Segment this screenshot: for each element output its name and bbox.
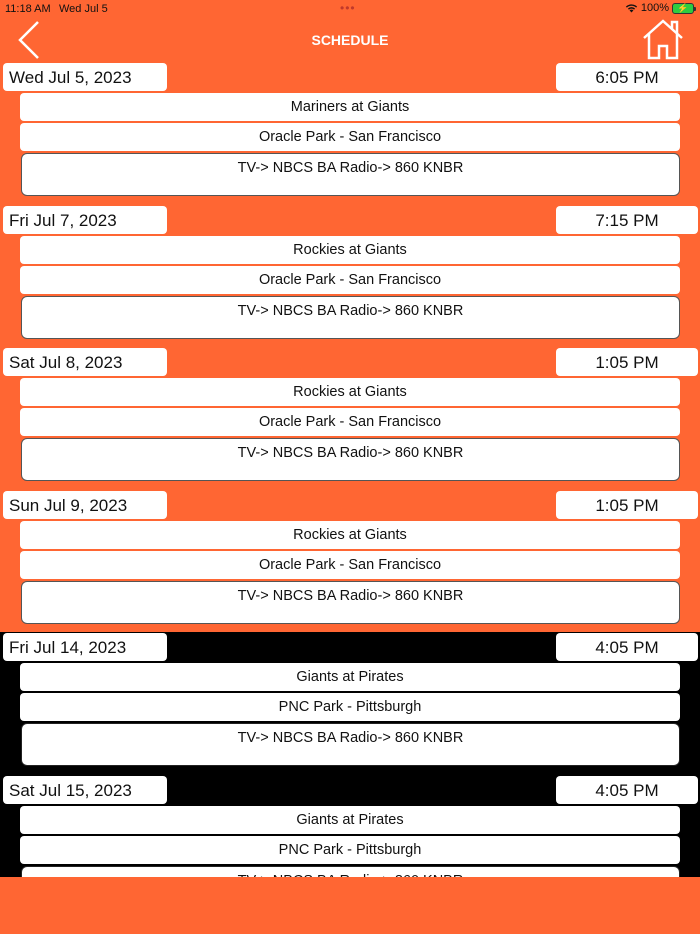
status-indicators (625, 2, 694, 14)
nav-bar (0, 18, 700, 62)
battery-percent: 100% (640, 2, 669, 14)
game-time: 1:05 PM (556, 348, 698, 376)
game-venue: Oracle Park - San Francisco (20, 551, 680, 579)
game-venue: Oracle Park - San Francisco (20, 408, 680, 436)
game-matchup: Rockies at Giants (20, 378, 680, 406)
game-broadcast: TV-> NBCS BA Radio-> 860 KNBR (21, 723, 680, 766)
wifi-icon (625, 3, 638, 13)
status-date: Wed Jul 5 (59, 3, 108, 15)
schedule-list[interactable] (0, 62, 700, 877)
game-time: 6:05 PM (556, 63, 698, 91)
game-matchup: Giants at Pirates (20, 663, 680, 691)
home-icon (642, 18, 684, 60)
game-broadcast: TV-> NBCS BA Radio-> 860 KNBR (21, 581, 680, 624)
game-broadcast: TV-> NBCS BA Radio-> 860 KNBR (21, 153, 680, 196)
game-row[interactable] (0, 205, 700, 348)
game-row[interactable] (0, 490, 700, 633)
battery-charging-icon: ⚡ (672, 3, 694, 14)
game-venue: PNC Park - Pittsburgh (20, 836, 680, 864)
game-row[interactable] (0, 347, 700, 490)
game-time: 4:05 PM (556, 633, 698, 661)
game-venue: Oracle Park - San Francisco (20, 123, 680, 151)
status-time: 11:18 AM (5, 3, 51, 15)
game-date: Sat Jul 8, 2023 (3, 348, 167, 376)
game-matchup: Giants at Pirates (20, 806, 680, 834)
game-date: Fri Jul 7, 2023 (3, 206, 167, 234)
game-matchup: Mariners at Giants (20, 93, 680, 121)
home-button[interactable] (642, 18, 684, 60)
game-row[interactable] (0, 62, 700, 205)
bottom-bar (0, 877, 700, 934)
game-time: 1:05 PM (556, 491, 698, 519)
game-broadcast: TV-> NBCS BA Radio-> 860 KNBR (21, 438, 680, 481)
game-date: Fri Jul 14, 2023 (3, 633, 167, 661)
status-bar (0, 0, 700, 18)
game-matchup: Rockies at Giants (20, 521, 680, 549)
game-time: 4:05 PM (556, 776, 698, 804)
game-venue: PNC Park - Pittsburgh (20, 693, 680, 721)
page-title: SCHEDULE (311, 32, 389, 48)
game-venue: Oracle Park - San Francisco (20, 266, 680, 294)
game-date: Wed Jul 5, 2023 (3, 63, 167, 91)
multitask-dots-icon[interactable]: ••• (340, 1, 356, 15)
game-broadcast: TV-> NBCS BA Radio-> 860 KNBR (21, 296, 680, 339)
game-row[interactable] (0, 632, 700, 775)
game-time: 7:15 PM (556, 206, 698, 234)
game-date: Sat Jul 15, 2023 (3, 776, 167, 804)
game-matchup: Rockies at Giants (20, 236, 680, 264)
game-date: Sun Jul 9, 2023 (3, 491, 167, 519)
